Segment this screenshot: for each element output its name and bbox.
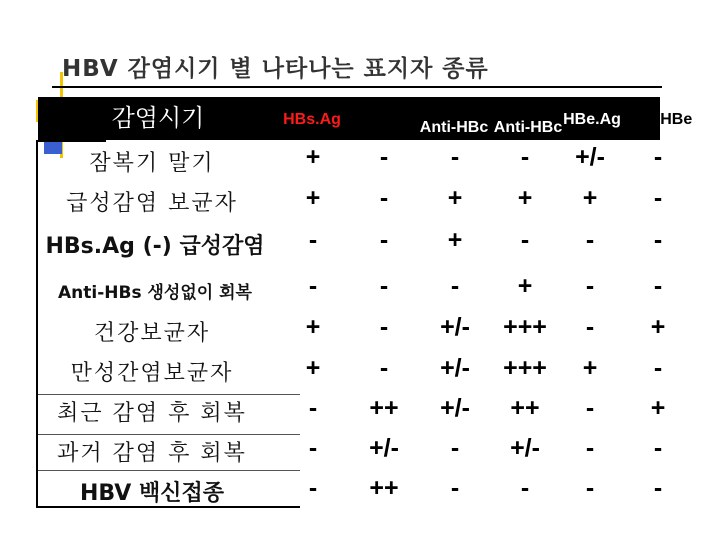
- period-column-header: 감염시기: [111, 104, 205, 132]
- table-cell: +++: [503, 313, 547, 341]
- title-underline: [52, 86, 662, 88]
- column-header-igm-anti-hbc: Anti-HBc: [419, 119, 489, 136]
- table-top-border: [36, 140, 106, 142]
- table-cell: +: [582, 354, 598, 382]
- table-cell: -: [308, 226, 318, 254]
- table-cell: -: [585, 474, 595, 502]
- column-header-hbeag: HBe.Ag: [563, 111, 621, 128]
- table-cell: -: [379, 354, 389, 382]
- table-cell: -: [520, 226, 530, 254]
- column-header-anti-hbe: Anti-HBe: [623, 111, 693, 128]
- table-cell: +/-: [575, 143, 605, 171]
- column-header-anti-hbs: Anti-HBs: [343, 111, 413, 128]
- table-cell: -: [308, 474, 318, 502]
- table-cell: +/-: [369, 434, 399, 462]
- row-label: HBs.Ag (-) 급성감염: [45, 234, 265, 259]
- table-cell: -: [379, 226, 389, 254]
- row-label: 급성감염 보균자: [66, 191, 238, 216]
- table-cell: +: [447, 184, 463, 212]
- table-cell: -: [450, 474, 460, 502]
- table-cell: -: [653, 226, 663, 254]
- table-cell: -: [450, 272, 460, 300]
- table-cell: -: [520, 474, 530, 502]
- table-cell: -: [653, 354, 663, 382]
- table-cell: -: [308, 272, 318, 300]
- row-label: 최근 감염 후 회복: [57, 401, 247, 426]
- table-cell: +/-: [440, 394, 470, 422]
- column-header-hbsag: HBs.Ag: [283, 111, 341, 128]
- table-cell: -: [585, 272, 595, 300]
- row-label: Anti-HBs 생성없이 회복: [58, 283, 252, 303]
- table-cell: +: [305, 143, 321, 171]
- table-cell: +: [517, 272, 533, 300]
- table-cell: -: [585, 226, 595, 254]
- table-cell: -: [653, 272, 663, 300]
- table-cell: -: [450, 434, 460, 462]
- table-cell: -: [653, 474, 663, 502]
- table-cell: +: [447, 226, 463, 254]
- column-header-igg: Ig.G: [511, 100, 543, 117]
- table-cell: +/-: [510, 434, 540, 462]
- page-title: HBV 감염시기 별 나타나는 표지자 종류: [62, 56, 489, 82]
- table-cell: -: [450, 143, 460, 171]
- row-divider: [38, 394, 300, 395]
- table-cell: -: [653, 184, 663, 212]
- table-cell: +: [650, 394, 666, 422]
- table-cell: +: [305, 184, 321, 212]
- row-label: HBV 백신접종: [80, 481, 224, 506]
- table-cell: -: [379, 184, 389, 212]
- table-cell: +/-: [440, 354, 470, 382]
- table-cell: -: [585, 313, 595, 341]
- table-cell: +: [517, 184, 533, 212]
- row-divider: [38, 470, 300, 471]
- table-cell: +: [582, 184, 598, 212]
- table-cell: +++: [503, 354, 547, 382]
- table-cell: ++: [369, 394, 399, 422]
- table-cell: ++: [369, 474, 399, 502]
- table-cell: +/-: [440, 313, 470, 341]
- row-label: 만성간염보균자: [70, 361, 234, 386]
- table-cell: -: [379, 313, 389, 341]
- row-label: 과거 감염 후 회복: [57, 441, 247, 466]
- table-cell: ++: [510, 394, 540, 422]
- column-header-igm: Ig.M: [439, 100, 471, 117]
- row-divider: [38, 434, 300, 435]
- table-cell: +: [305, 313, 321, 341]
- table-cell: +: [650, 313, 666, 341]
- table-cell: -: [308, 394, 318, 422]
- row-label: 잠복기 말기: [89, 151, 215, 176]
- table-cell: -: [379, 143, 389, 171]
- table-cell: -: [308, 434, 318, 462]
- row-label: 건강보균자: [93, 321, 211, 346]
- table-cell: -: [653, 434, 663, 462]
- table-cell: -: [379, 272, 389, 300]
- table-cell: +: [305, 354, 321, 382]
- table-cell: -: [585, 434, 595, 462]
- table-cell: -: [653, 143, 663, 171]
- column-header-igg-anti-hbc: Anti-HBc: [493, 119, 563, 136]
- table-cell: -: [520, 143, 530, 171]
- table-cell: -: [585, 394, 595, 422]
